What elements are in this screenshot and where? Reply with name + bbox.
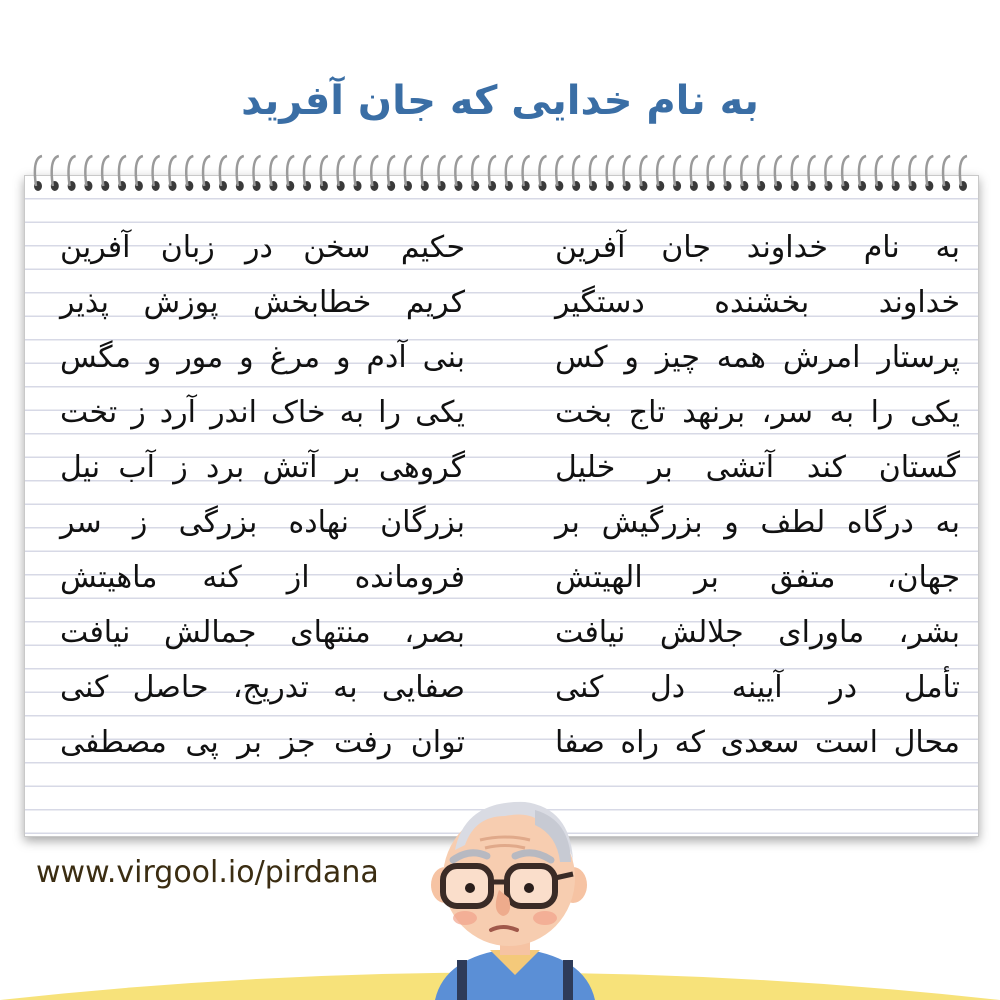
poem-line: یکی را به خاک اندر آرد ز تخت <box>60 395 465 430</box>
poem-line: بنی آدم و مرغ و مور و مگس <box>60 340 465 375</box>
page-title: به نام خدایی که جان آفرید <box>241 78 759 124</box>
website-url: www.virgool.io/pirdana <box>36 855 379 890</box>
poem-line: گستان کند آتشی بر خلیل <box>555 450 960 485</box>
notebook-spiral-icon <box>24 150 977 198</box>
poem-line: کریم خطابخش پوزش پذیر <box>60 285 465 320</box>
poem-left-column <box>60 220 465 770</box>
poem-line: صفایی به تدریج، حاصل کنی <box>60 670 465 705</box>
poem-line: حکیم سخن در زبان آفرین <box>60 230 465 265</box>
poem-line: بشر، ماورای جلالش نیافت <box>555 615 960 650</box>
poem-line: به نام خداوند جان آفرین <box>555 230 960 265</box>
poem-line: فرومانده از کنه ماهیتش <box>60 560 465 595</box>
poem-line: یکی را به سر، برنهد تاج بخت <box>555 395 960 430</box>
poem-line: تأمل در آیینه دل کنی <box>555 670 960 705</box>
poem-line: بزرگان نهاده بزرگی ز سر <box>60 505 465 540</box>
poem-line: گروهی بر آتش برد ز آب نیل <box>60 450 465 485</box>
poem-line: توان رفت جز بر پی مصطفی <box>60 725 465 760</box>
poem-line: بصر، منتهای جمالش نیافت <box>60 615 465 650</box>
poem-line: خداوند بخشنده دستگیر <box>555 285 960 320</box>
poem-right-column <box>555 220 960 770</box>
poem-line: به درگاه لطف و بزرگیش بر <box>555 505 960 540</box>
poem-line: محال است سعدی که راه صفا <box>555 725 960 760</box>
grandpa-illustration <box>395 790 635 1000</box>
poem-line: پرستار امرش همه چیز و کس <box>555 340 960 375</box>
poem-line: جهان، متفق بر الهیتش <box>555 560 960 595</box>
